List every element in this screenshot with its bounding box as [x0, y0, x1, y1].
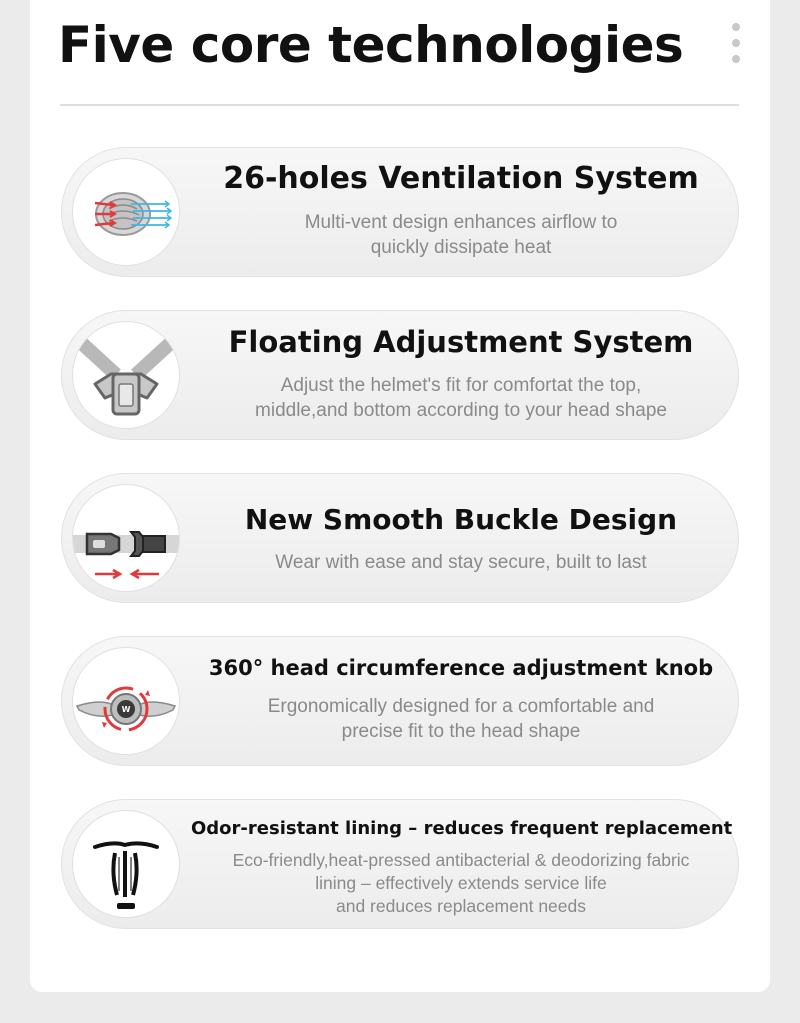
- adjustment-knob-icon: [73, 648, 179, 754]
- feature-card-floating-adjustment: [61, 310, 739, 440]
- svg-text:W: W: [121, 705, 131, 714]
- feature-description: Ergonomically designed for a comfortable and precise fit to the head shape: [267, 696, 655, 742]
- feature-card-ventilation: [61, 147, 739, 277]
- helmet-ventilation-icon: [73, 159, 179, 265]
- feature-title: New Smooth Buckle Design: [244, 503, 678, 536]
- feature-description: Eco-friendly,heat-pressed antibacterial & deodorizing fabric lining – effectively extends service life and reduces replacement needs: [232, 850, 690, 916]
- feature-card-buckle: [61, 473, 739, 603]
- feature-title: Odor-resistant lining – reduces frequent replacement: [191, 818, 733, 839]
- feature-title: Floating Adjustment System: [228, 325, 694, 359]
- feature-card-adjustment-knob: [61, 636, 739, 766]
- helmet-strap-adjuster-icon: [73, 322, 179, 428]
- feature-title: 26-holes Ventilation System: [223, 161, 699, 196]
- buckle-icon: [73, 485, 179, 591]
- feature-card-odor-resistant-lining: [61, 799, 739, 929]
- page-title: Five core technologies: [58, 16, 684, 74]
- more-vertical-icon[interactable]: [727, 20, 745, 66]
- title-divider: [60, 104, 739, 106]
- feature-description: Wear with ease and stay secure, built to last: [275, 552, 647, 573]
- feature-description: Multi-vent design enhances airflow to quickly dissipate heat: [304, 212, 618, 258]
- feature-description: Adjust the helmet's fit for comfortat the top, middle,and bottom according to your head shape: [255, 375, 667, 421]
- helmet-lining-icon: [73, 811, 179, 917]
- feature-title: 360° head circumference adjustment knob: [208, 656, 714, 680]
